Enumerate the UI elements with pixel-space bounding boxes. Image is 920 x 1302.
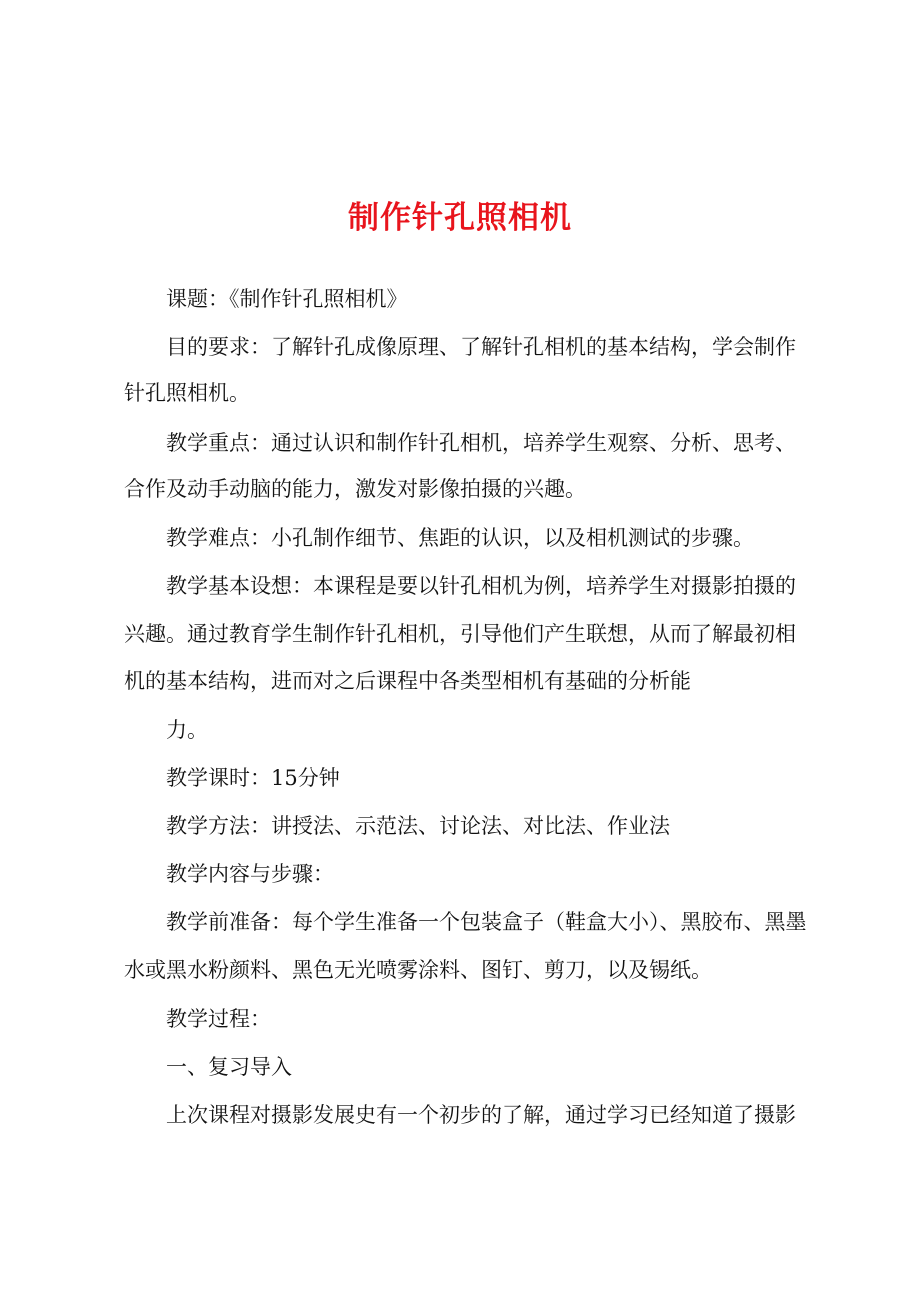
objectives-line-1: 目的要求：了解针孔成像原理、了解针孔相机的基本结构，学会制作 xyxy=(166,335,796,359)
teaching-process-heading: 教学过程： xyxy=(166,1007,271,1031)
teaching-methods-line: 教学方法：讲授法、示范法、讨论法、对比法、作业法 xyxy=(166,814,670,838)
objectives-line-2: 针孔照相机。 xyxy=(124,381,250,405)
content-steps-heading: 教学内容与步骤： xyxy=(166,862,334,886)
review-intro-heading: 一、复习导入 xyxy=(166,1055,292,1079)
key-points-line-1: 教学重点：通过认识和制作针孔相机，培养学生观察、分析、思考、 xyxy=(166,431,796,455)
basic-idea-line-4: 力。 xyxy=(166,718,208,742)
lesson-topic: 课题：《制作针孔照相机》 xyxy=(166,287,408,311)
class-hours-line: 教学课时：15分钟 xyxy=(166,766,340,790)
basic-idea-line-1: 教学基本设想：本课程是要以针孔相机为例，培养学生对摄影拍摄的 xyxy=(166,574,796,598)
review-intro-line-1: 上次课程对摄影发展史有一个初步的了解，通过学习已经知道了摄影 xyxy=(166,1103,796,1127)
key-points-line-2: 合作及动手动脑的能力，激发对影像拍摄的兴趣。 xyxy=(124,477,586,501)
preparation-line-1: 教学前准备：每个学生准备一个包装盒子（鞋盒大小）、黑胶布、黑墨 xyxy=(166,910,807,934)
basic-idea-line-2: 兴趣。通过教育学生制作针孔相机，引导他们产生联想，从而了解最初相 xyxy=(124,622,796,646)
document-title: 制作针孔照相机 xyxy=(348,200,572,236)
difficulties-line: 教学难点：小孔制作细节、焦距的认识，以及相机测试的步骤。 xyxy=(166,526,754,550)
preparation-line-2: 水或黑水粉颜料、黑色无光喷雾涂料、图钉、剪刀，以及锡纸。 xyxy=(124,958,712,982)
basic-idea-line-3: 机的基本结构，进而对之后课程中各类型相机有基础的分析能 xyxy=(124,669,691,693)
